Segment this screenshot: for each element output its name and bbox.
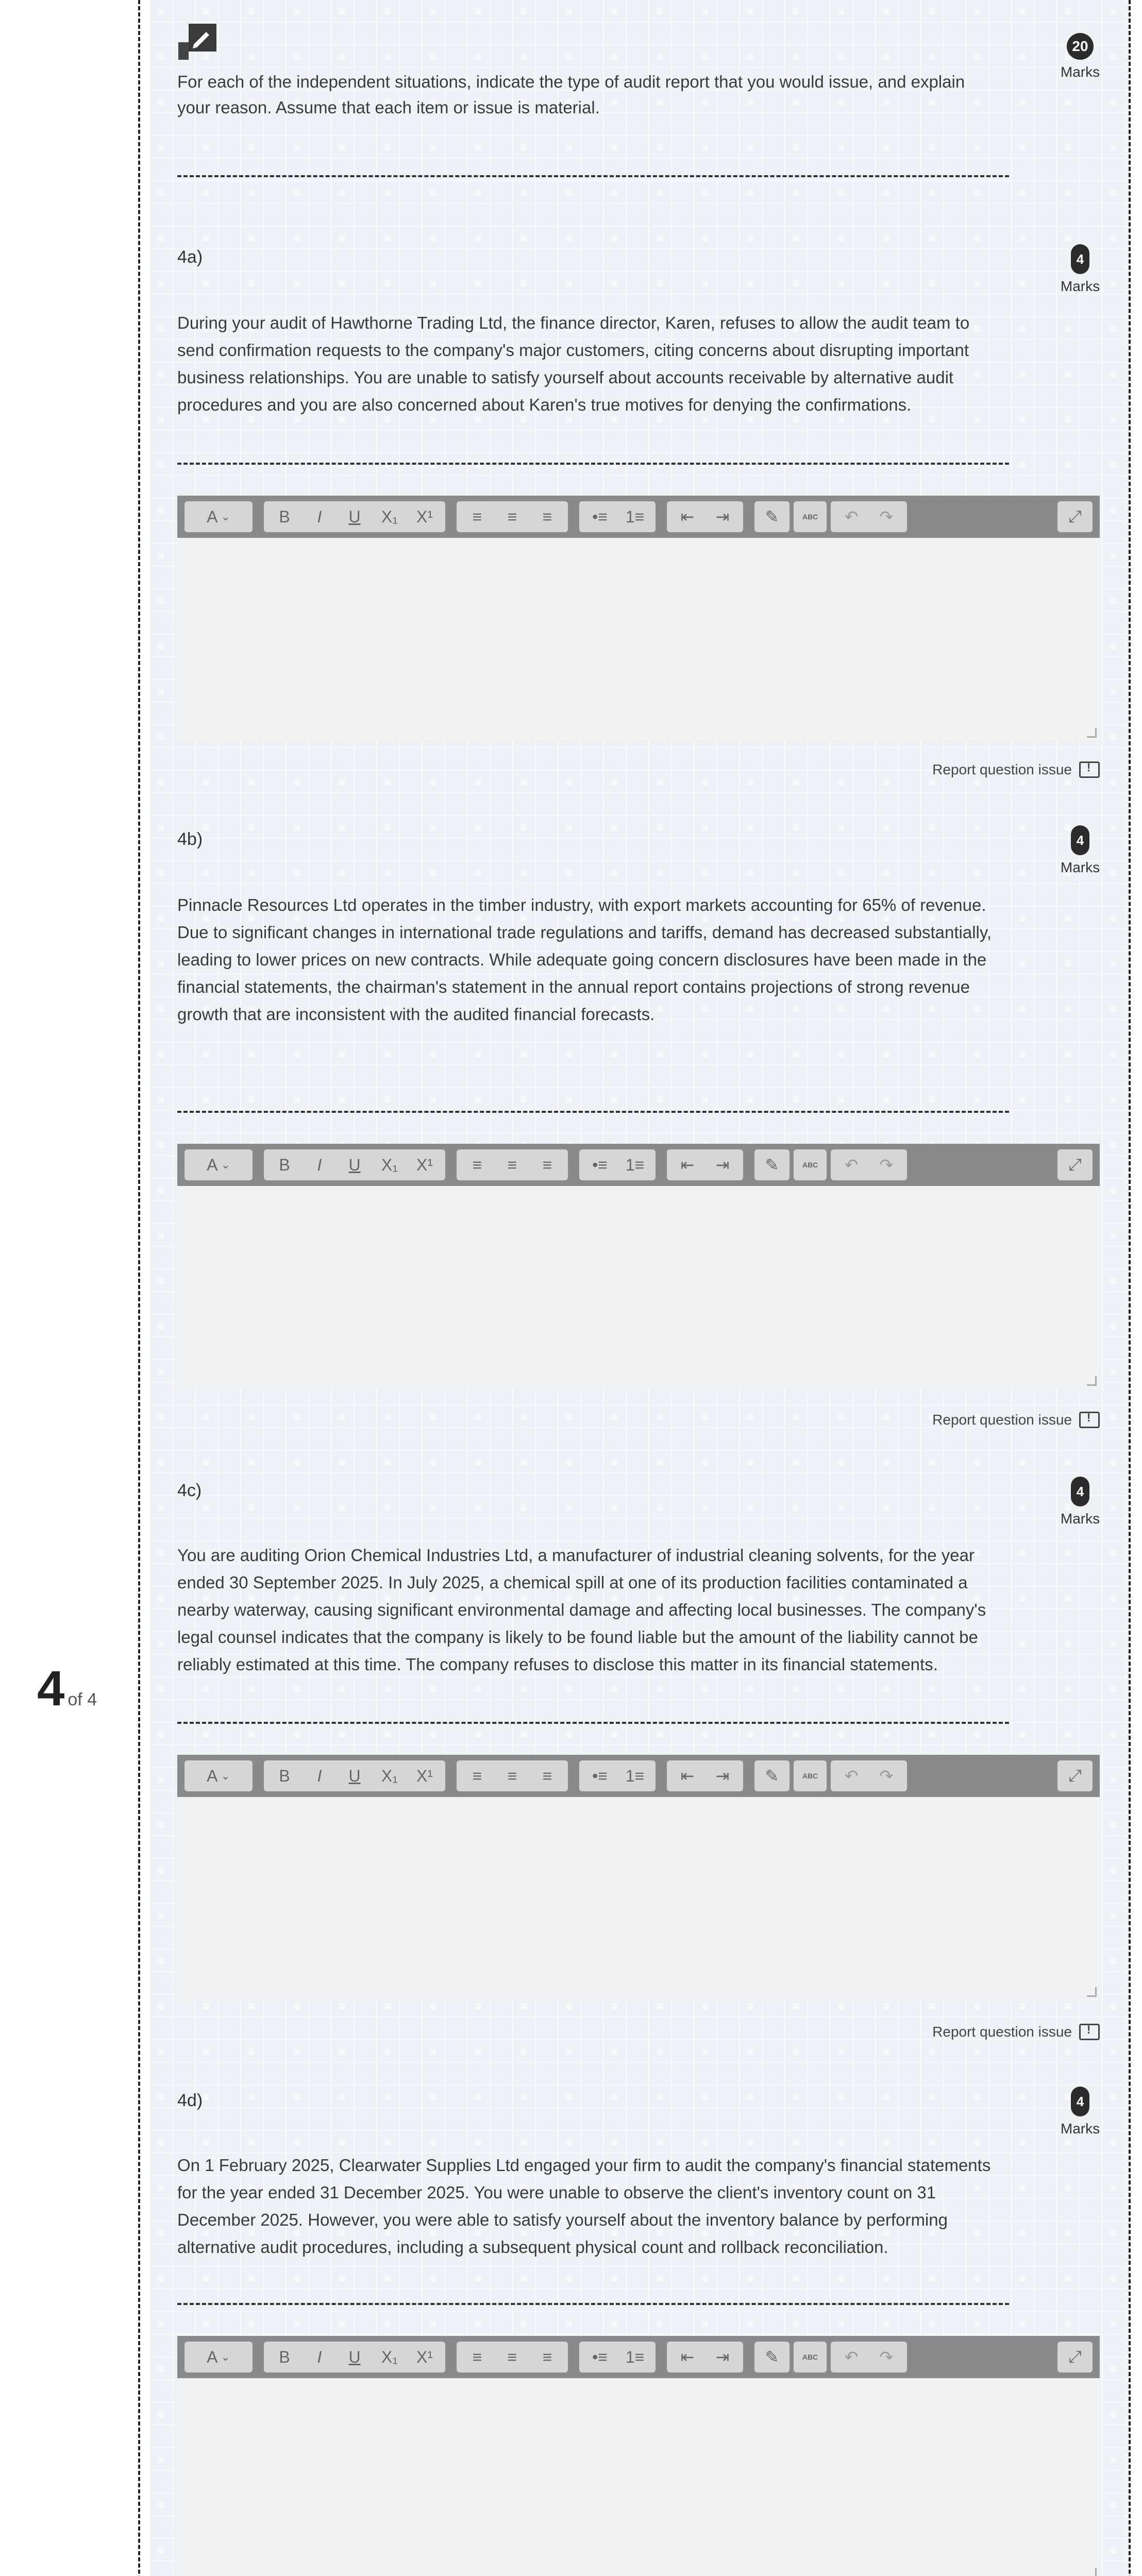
edit-icon[interactable]: ✎	[754, 501, 790, 532]
align-left-icon[interactable]: ≡	[472, 1766, 482, 1785]
part-marks-badge: 4	[1071, 2087, 1089, 2116]
answer-editor	[177, 1755, 1100, 2000]
report-issue-label: Report question issue	[932, 761, 1072, 777]
part-label: 4c)	[177, 1481, 202, 1500]
superscript-button[interactable]: X¹	[416, 2347, 433, 2366]
bullet-list-icon[interactable]: •≡	[592, 2347, 608, 2366]
align-center-icon[interactable]: ≡	[507, 507, 517, 526]
report-issue-label: Report question issue	[932, 1412, 1072, 1428]
italic-button[interactable]: I	[317, 507, 322, 526]
indent-icon[interactable]: ⇥	[715, 2348, 730, 2366]
question-number	[37, 1661, 97, 1716]
divider	[177, 175, 1009, 177]
total-marks-badge: 20	[1067, 33, 1094, 60]
italic-button[interactable]: I	[317, 2347, 322, 2366]
resize-handle[interactable]	[1087, 728, 1097, 738]
part-marks-badge: 4	[1071, 1477, 1089, 1506]
marks-label: Marks	[1060, 2121, 1100, 2137]
expand-icon[interactable]: ⤢	[1057, 501, 1093, 532]
part-label: 4b)	[177, 829, 203, 849]
report-issue-icon	[1079, 761, 1100, 778]
edit-icon[interactable]: ✎	[754, 1149, 790, 1180]
total-marks	[1060, 33, 1101, 80]
bold-button[interactable]: B	[279, 507, 290, 526]
resize-handle[interactable]	[1087, 1376, 1097, 1386]
part-question-text: During your audit of Hawthorne Trading Ltd, the finance director, Karen, refuses to allow the audit team to send confirmation requests to the company's major customers, citing concerns about disrupting important business relationships. You are unable to satisfy yourself about accounts receivable by alternative audit procedures and you are also concerned about Karen's true motives for denying the confirmations.	[177, 313, 970, 414]
part-label: 4a)	[177, 247, 203, 267]
indent-icon[interactable]: ⇥	[715, 507, 730, 526]
answer-textarea[interactable]	[177, 2378, 1100, 2576]
divider	[177, 463, 1009, 465]
outdent-icon[interactable]: ⇤	[680, 2348, 695, 2366]
underline-button[interactable]: U	[348, 507, 361, 526]
font-dropdown[interactable]: A ⌄	[207, 507, 230, 526]
part-marks-badge: 4	[1071, 244, 1089, 274]
outdent-icon[interactable]: ⇤	[680, 1156, 695, 1174]
report-issue-icon	[1079, 1412, 1100, 1428]
superscript-button[interactable]: X¹	[416, 507, 433, 526]
divider	[177, 2303, 1009, 2305]
font-dropdown[interactable]: A ⌄	[207, 2347, 230, 2366]
report-issue-link[interactable]	[932, 2024, 1100, 2040]
answer-textarea[interactable]	[177, 1797, 1100, 2000]
part-label: 4d)	[177, 2091, 203, 2110]
undo-icon[interactable]: ↶	[844, 507, 859, 526]
indent-icon[interactable]: ⇥	[715, 1767, 730, 1785]
answer-editor	[177, 2336, 1100, 2576]
editor-toolbar	[177, 2336, 1100, 2378]
undo-icon[interactable]: ↶	[844, 2348, 859, 2366]
spellcheck-button[interactable]: ABC	[794, 1760, 827, 1791]
outdent-icon[interactable]: ⇤	[680, 507, 695, 526]
part-marks	[1060, 2087, 1101, 2137]
report-issue-link[interactable]	[932, 1412, 1100, 1428]
spellcheck-button[interactable]: ABC	[794, 501, 827, 532]
pencil-icon	[178, 24, 216, 62]
part-question-text: You are auditing Orion Chemical Industries Ltd, a manufacturer of industrial cleaning solvents, for the year ended 30 September 2025. In July 2025, a chemical spill at one of its production facilities contaminated a nearby waterway, causing significant environmental damage and affecting local businesses. The company's legal counsel indicates that the company is likely to be found liable but the amount of the liability cannot be reliably estimated at this time. The company refuses to disclose this matter in its financial statements.	[177, 1546, 986, 1674]
part-marks	[1060, 1477, 1101, 1527]
question-number-value: 4	[37, 1661, 65, 1716]
spellcheck-button[interactable]: ABC	[794, 2342, 827, 2372]
numbered-list-icon[interactable]: 1≡	[625, 507, 645, 526]
question-intro: For each of the independent situations, indicate the type of audit report that you would issue, and explain your reason. Assume that each item or issue is material.	[177, 72, 965, 117]
redo-icon[interactable]: ↷	[879, 2348, 894, 2366]
part-question-text: On 1 February 2025, Clearwater Supplies Ltd engaged your firm to audit the company's financial statements for the year ended 31 December 2025. You were unable to observe the client's inventory count on 31 December 2025. However, you were able to satisfy yourself about the inventory balance by performing alternative audit procedures, including a subsequent physical count and rollback reconciliation.	[177, 2156, 991, 2257]
font-dropdown[interactable]: A ⌄	[207, 1155, 230, 1174]
outdent-icon[interactable]: ⇤	[680, 1767, 695, 1785]
resize-handle[interactable]	[1087, 1987, 1097, 1997]
report-issue-icon	[1079, 2024, 1100, 2040]
subscript-button[interactable]: X₁	[381, 1766, 398, 1785]
bullet-list-icon[interactable]: •≡	[592, 1155, 608, 1174]
part-marks	[1060, 825, 1101, 876]
left-gutter	[0, 0, 144, 2576]
align-center-icon[interactable]: ≡	[507, 2347, 517, 2366]
superscript-button[interactable]: X¹	[416, 1155, 433, 1174]
marks-label: Marks	[1060, 64, 1100, 80]
answer-textarea[interactable]	[177, 1186, 1100, 1389]
subscript-button[interactable]: X₁	[381, 1155, 398, 1174]
superscript-button[interactable]: X¹	[416, 1766, 433, 1785]
align-right-icon[interactable]: ≡	[542, 1766, 552, 1785]
align-left-icon[interactable]: ≡	[472, 1155, 482, 1174]
right-border	[1129, 0, 1131, 2576]
editor-toolbar	[177, 1755, 1100, 1797]
marks-label: Marks	[1060, 1511, 1100, 1527]
expand-icon[interactable]: ⤢	[1057, 1760, 1093, 1791]
answer-editor	[177, 1144, 1100, 1389]
underline-button[interactable]: U	[348, 1766, 361, 1785]
subscript-button[interactable]: X₁	[381, 507, 398, 526]
marks-label: Marks	[1060, 859, 1100, 875]
editor-toolbar	[177, 1144, 1100, 1186]
spellcheck-button[interactable]: ABC	[794, 1149, 827, 1180]
bold-button[interactable]: B	[279, 1766, 290, 1785]
divider	[177, 1722, 1009, 1724]
align-right-icon[interactable]: ≡	[542, 507, 552, 526]
italic-button[interactable]: I	[317, 1155, 322, 1174]
editor-toolbar	[177, 496, 1100, 538]
numbered-list-icon[interactable]: 1≡	[625, 2347, 645, 2366]
edit-icon[interactable]: ✎	[754, 2342, 790, 2372]
resize-handle[interactable]	[1087, 2568, 1097, 2576]
align-left-icon[interactable]: ≡	[472, 2347, 482, 2366]
answer-editor	[177, 496, 1100, 741]
align-left-icon[interactable]: ≡	[472, 507, 482, 526]
divider	[177, 1111, 1009, 1113]
bullet-list-icon[interactable]: •≡	[592, 1766, 608, 1785]
align-right-icon[interactable]: ≡	[542, 2347, 552, 2366]
part-marks	[1060, 244, 1101, 295]
undo-icon[interactable]: ↶	[844, 1156, 859, 1174]
edit-icon[interactable]: ✎	[754, 1760, 790, 1791]
answer-textarea[interactable]	[177, 538, 1100, 741]
bullet-list-icon[interactable]: •≡	[592, 507, 608, 526]
italic-button[interactable]: I	[317, 1766, 322, 1785]
question-count-label: of 4	[68, 1690, 97, 1709]
redo-icon[interactable]: ↷	[879, 1156, 894, 1174]
underline-button[interactable]: U	[348, 2347, 361, 2366]
numbered-list-icon[interactable]: 1≡	[625, 1155, 645, 1174]
redo-icon[interactable]: ↷	[879, 507, 894, 526]
bold-button[interactable]: B	[279, 1155, 290, 1174]
report-issue-label: Report question issue	[932, 2024, 1072, 2040]
part-marks-badge: 4	[1071, 825, 1089, 855]
undo-icon[interactable]: ↶	[844, 1767, 859, 1785]
marks-label: Marks	[1060, 278, 1100, 294]
part-question-text: Pinnacle Resources Ltd operates in the timber industry, with export markets accounting for 65% of revenue. Due to significant changes in international trade regulations and tariffs, demand has decreased substantially, leading to lower prices on new contracts. While adequate going concern disclosures have been made in the financial statements, the chairman's statement in the annual report contains projections of strong revenue growth that are inconsistent with the audited financial forecasts.	[177, 895, 992, 1024]
align-right-icon[interactable]: ≡	[542, 1155, 552, 1174]
font-dropdown[interactable]: A ⌄	[207, 1766, 230, 1785]
expand-icon[interactable]: ⤢	[1057, 1149, 1093, 1180]
align-center-icon[interactable]: ≡	[507, 1155, 517, 1174]
align-center-icon[interactable]: ≡	[507, 1766, 517, 1785]
expand-icon[interactable]: ⤢	[1057, 2342, 1093, 2372]
indent-icon[interactable]: ⇥	[715, 1156, 730, 1174]
bold-button[interactable]: B	[279, 2347, 290, 2366]
report-issue-link[interactable]	[932, 761, 1100, 778]
underline-button[interactable]: U	[348, 1155, 361, 1174]
left-border	[138, 0, 140, 2576]
numbered-list-icon[interactable]: 1≡	[625, 1766, 645, 1785]
redo-icon[interactable]: ↷	[879, 1767, 894, 1785]
subscript-button[interactable]: X₁	[381, 2347, 398, 2366]
